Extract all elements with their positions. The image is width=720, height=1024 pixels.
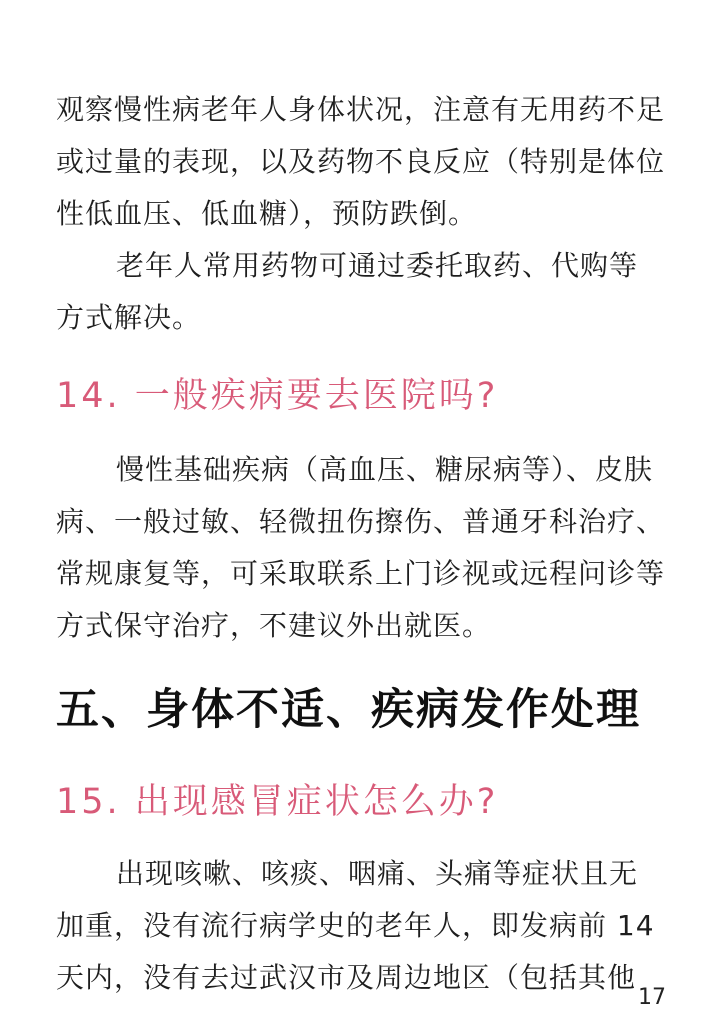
document-page — [56, 84, 666, 1004]
question-15-heading: 15. 出现感冒症状怎么办? — [56, 782, 499, 822]
paragraph-medication-purchase: 老年人常用药物可通过委托取药、代购等方式解决。 — [56, 249, 639, 334]
question-14-answer: 慢性基础疾病（高血压、糖尿病等）、皮肤病、一般过敏、轻微扭伤擦伤、普通牙科治疗、常规康复等，可采取联系上门诊视或远程问诊等方式保守治疗，不建议外出就医。 — [56, 453, 666, 642]
question-14-heading: 14. 一般疾病要去医院吗? — [56, 376, 499, 416]
question-15-answer: 出现咳嗽、咳痰、咽痛、头痛等症状且无加重，没有流行病学史的老年人，即发病前 14 天内，没有去过武汉市及周边地区（包括其他 — [56, 857, 655, 994]
section-5-heading: 五、身体不适、疾病发作处理 — [56, 685, 641, 735]
page-number: 17 — [638, 985, 666, 1010]
paragraph-medication-observation: 观察慢性病老年人身体状况，注意有无用药不足或过量的表现，以及药物不良反应（特别是体位性低血压、低血糖），预防跌倒。 — [56, 93, 666, 230]
